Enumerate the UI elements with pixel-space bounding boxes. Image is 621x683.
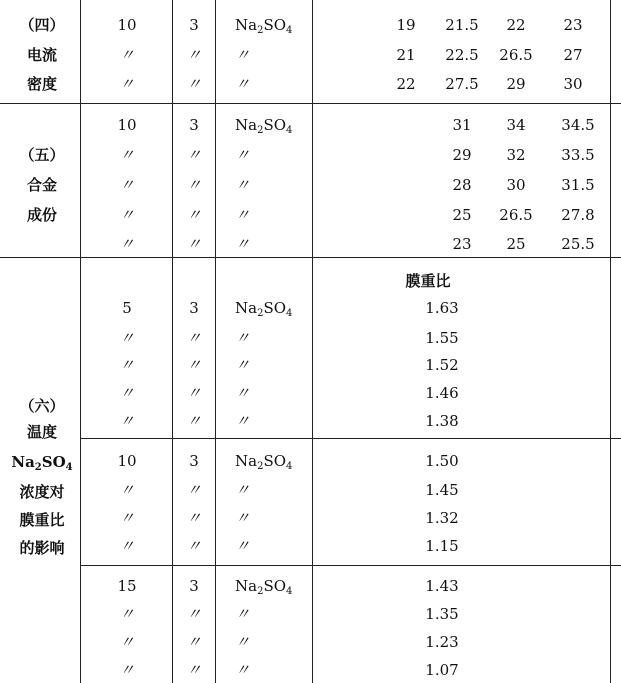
measurement-cell: 22 bbox=[506, 16, 526, 34]
temperature-cell: 〃 bbox=[119, 633, 135, 651]
temperature-cell: 5 bbox=[122, 299, 132, 317]
measurement-cell: 23 bbox=[452, 235, 472, 253]
time-cell: 〃 bbox=[186, 176, 202, 194]
film-weight-ratio-cell: 1.50 bbox=[425, 452, 459, 470]
measurement-cell: 29 bbox=[506, 75, 526, 93]
measurement-cell: 25.5 bbox=[561, 235, 595, 253]
film-weight-ratio-cell: 1.52 bbox=[425, 356, 459, 374]
measurement-cell: 29 bbox=[452, 146, 472, 164]
electrolyte-cell: 〃 bbox=[235, 384, 251, 402]
film-weight-ratio-cell: 1.32 bbox=[425, 509, 459, 527]
film-weight-ratio-header: 膜重比 bbox=[405, 272, 451, 290]
electrolyte-cell: 〃 bbox=[235, 235, 251, 253]
time-cell: 〃 bbox=[186, 75, 202, 93]
current-density-cell: 〃 bbox=[119, 206, 135, 224]
measurement-cell: 30 bbox=[563, 75, 583, 93]
electrolyte-cell: 〃 bbox=[235, 329, 251, 347]
temperature-cell: 15 bbox=[117, 577, 137, 595]
measurement-cell: 28 bbox=[452, 176, 472, 194]
measurement-cell: 22 bbox=[396, 75, 416, 93]
current-density-cell: 10 bbox=[117, 116, 137, 134]
electrolyte-cell: $Na_2SO_4$ bbox=[235, 452, 293, 472]
section6-label: （六） bbox=[19, 397, 65, 415]
measurement-cell: 25 bbox=[452, 206, 472, 224]
time-cell: 〃 bbox=[186, 633, 202, 651]
film-weight-ratio-cell: 1.55 bbox=[425, 329, 459, 347]
section-rule bbox=[0, 257, 621, 258]
film-weight-ratio-cell: 1.35 bbox=[425, 605, 459, 623]
measurement-cell: 34 bbox=[506, 116, 526, 134]
film-weight-ratio-cell: 1.38 bbox=[425, 412, 459, 430]
measurement-cell: 27 bbox=[563, 46, 583, 64]
electrolyte-cell: 〃 bbox=[235, 537, 251, 555]
temperature-cell: 〃 bbox=[119, 329, 135, 347]
electrolyte-cell: 〃 bbox=[235, 481, 251, 499]
time-cell: 3 bbox=[189, 16, 199, 34]
group-rule bbox=[80, 438, 621, 439]
time-cell: 〃 bbox=[186, 356, 202, 374]
measurement-cell: 30 bbox=[506, 176, 526, 194]
section6-label: 膜重比 bbox=[19, 511, 65, 529]
film-weight-ratio-cell: 1.45 bbox=[425, 481, 459, 499]
time-cell: 3 bbox=[189, 299, 199, 317]
film-weight-ratio-cell: 1.63 bbox=[425, 299, 459, 317]
electrolyte-cell: 〃 bbox=[235, 356, 251, 374]
film-weight-ratio-cell: 1.23 bbox=[425, 633, 459, 651]
temperature-cell: 〃 bbox=[119, 356, 135, 374]
temperature-cell: 〃 bbox=[119, 384, 135, 402]
temperature-cell: 10 bbox=[117, 452, 137, 470]
measurement-cell: 27.5 bbox=[445, 75, 479, 93]
time-cell: 〃 bbox=[186, 146, 202, 164]
current-density-cell: 〃 bbox=[119, 146, 135, 164]
film-weight-ratio-cell: 1.15 bbox=[425, 537, 459, 555]
section6-label: 温度 bbox=[26, 423, 57, 441]
section6-label: 的影响 bbox=[19, 539, 65, 557]
section4-label: （四） bbox=[19, 16, 65, 34]
electrolyte-cell: $Na_2SO_4$ bbox=[235, 577, 293, 597]
measurement-cell: 26.5 bbox=[499, 206, 533, 224]
measurement-cell: 21 bbox=[396, 46, 416, 64]
electrolyte-cell: 〃 bbox=[235, 605, 251, 623]
electrolyte-cell: $Na_2SO_4$ bbox=[235, 16, 293, 36]
current-density-cell: 〃 bbox=[119, 235, 135, 253]
measurement-cell: 27.8 bbox=[561, 206, 595, 224]
section6-label: $Na_2SO_4$ bbox=[11, 453, 73, 473]
temperature-cell: 〃 bbox=[119, 605, 135, 623]
time-cell: 3 bbox=[189, 452, 199, 470]
electrolyte-cell: 〃 bbox=[235, 206, 251, 224]
time-cell: 〃 bbox=[186, 412, 202, 430]
temperature-cell: 〃 bbox=[119, 509, 135, 527]
electrolyte-cell: 〃 bbox=[235, 46, 251, 64]
temperature-cell: 〃 bbox=[119, 412, 135, 430]
time-cell: 〃 bbox=[186, 605, 202, 623]
time-cell: 3 bbox=[189, 577, 199, 595]
current-density-cell: 10 bbox=[117, 16, 137, 34]
time-cell: 〃 bbox=[186, 384, 202, 402]
section4-label: 电流 bbox=[26, 46, 57, 64]
time-cell: 〃 bbox=[186, 481, 202, 499]
time-cell: 〃 bbox=[186, 235, 202, 253]
measurement-cell: 26.5 bbox=[499, 46, 533, 64]
temperature-cell: 〃 bbox=[119, 661, 135, 679]
measurement-cell: 31 bbox=[452, 116, 472, 134]
section5-label: 成份 bbox=[26, 206, 57, 224]
measurement-cell: 31.5 bbox=[561, 176, 595, 194]
section5-label: （五） bbox=[19, 146, 65, 164]
measurement-cell: 19 bbox=[396, 16, 416, 34]
time-cell: 〃 bbox=[186, 661, 202, 679]
measurement-cell: 25 bbox=[506, 235, 526, 253]
section-rule bbox=[0, 103, 621, 104]
group-rule bbox=[80, 565, 621, 566]
temperature-cell: 〃 bbox=[119, 537, 135, 555]
electrolyte-cell: 〃 bbox=[235, 633, 251, 651]
temperature-cell: 〃 bbox=[119, 481, 135, 499]
measurement-cell: 32 bbox=[506, 146, 526, 164]
current-density-cell: 〃 bbox=[119, 46, 135, 64]
section4-label: 密度 bbox=[26, 75, 57, 93]
film-weight-ratio-cell: 1.43 bbox=[425, 577, 459, 595]
electrolyte-cell: $Na_2SO_4$ bbox=[235, 116, 293, 136]
electrolyte-cell: 〃 bbox=[235, 176, 251, 194]
section5-label: 合金 bbox=[26, 176, 57, 194]
film-weight-ratio-cell: 1.07 bbox=[425, 661, 459, 679]
time-cell: 〃 bbox=[186, 509, 202, 527]
electrolyte-cell: 〃 bbox=[235, 412, 251, 430]
electrolyte-cell: 〃 bbox=[235, 146, 251, 164]
section6-label: 浓度对 bbox=[19, 483, 65, 501]
measurement-cell: 23 bbox=[563, 16, 583, 34]
time-cell: 〃 bbox=[186, 537, 202, 555]
current-density-cell: 〃 bbox=[119, 75, 135, 93]
electrolyte-cell: 〃 bbox=[235, 509, 251, 527]
measurement-cell: 22.5 bbox=[445, 46, 479, 64]
measurement-cell: 33.5 bbox=[561, 146, 595, 164]
time-cell: 3 bbox=[189, 116, 199, 134]
time-cell: 〃 bbox=[186, 46, 202, 64]
time-cell: 〃 bbox=[186, 329, 202, 347]
current-density-cell: 〃 bbox=[119, 176, 135, 194]
electrolyte-cell: 〃 bbox=[235, 75, 251, 93]
measurement-cell: 34.5 bbox=[561, 116, 595, 134]
film-weight-ratio-cell: 1.46 bbox=[425, 384, 459, 402]
electrolyte-cell: 〃 bbox=[235, 661, 251, 679]
time-cell: 〃 bbox=[186, 206, 202, 224]
measurement-cell: 21.5 bbox=[445, 16, 479, 34]
electrolyte-cell: $Na_2SO_4$ bbox=[235, 299, 293, 319]
